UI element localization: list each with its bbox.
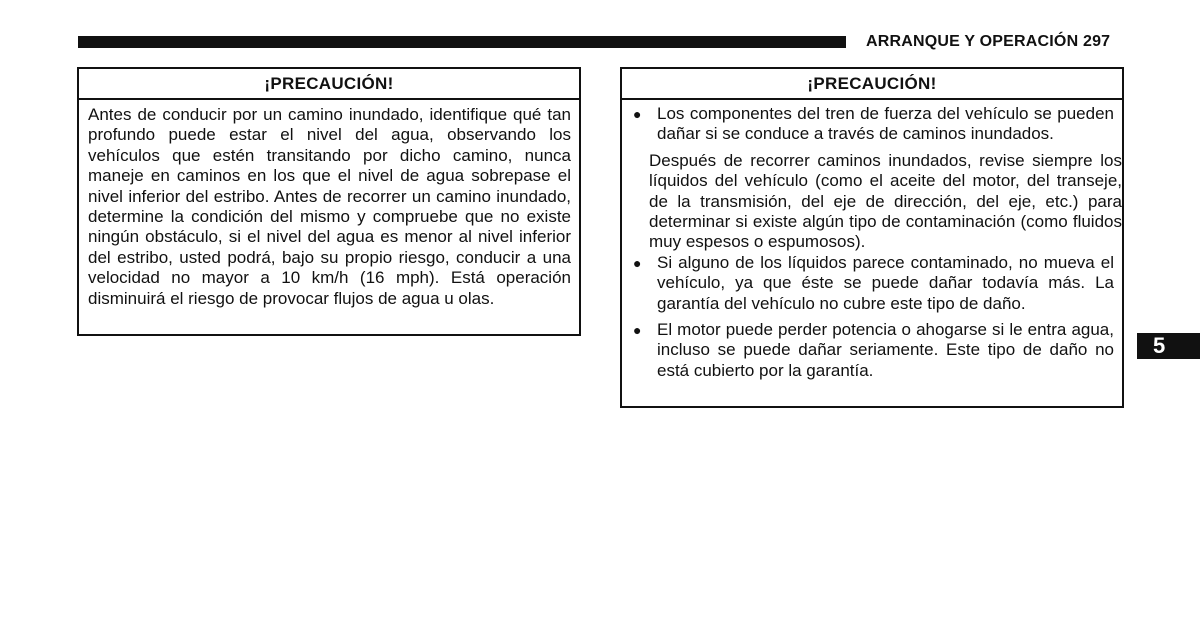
- bullet-item: [630, 253, 1114, 314]
- bullet-text: Los componentes del tren de fuerza del vehículo se pueden dañar si se conduce a través de caminos inundados.: [657, 104, 1114, 144]
- caution-bullet-list: [622, 253, 1122, 381]
- caution-box-right: [620, 67, 1124, 408]
- bullet-text: El motor puede perder potencia o ahogarse si le entra agua, incluso se puede dañar seriamente. Este tipo de daño no está cubierto por la garantía.: [657, 320, 1114, 380]
- sub-paragraph: Después de recorrer caminos inundados, revise siempre los líquidos del vehículo (como el aceite del motor, del transeje, de la transmisión, del eje de dirección, del eje, etc.) para determinar si existe algún tipo de contaminación (como fluidos muy espesos o espumosos).: [649, 150, 1122, 252]
- header-rule: [78, 36, 846, 48]
- page-number: 297: [1082, 33, 1111, 50]
- section-title: ARRANQUE Y OPERACIÓN: [866, 33, 1079, 50]
- bullet-text: Si alguno de los líquidos parece contaminado, no mueva el vehículo, ya que éste se puede dañar todavía más. La garantía del vehículo no cubre este tipo de daño.: [657, 252, 1114, 313]
- caution-bullet-list: [622, 100, 1122, 145]
- caution-title: ¡PRECAUCIÓN!: [622, 69, 1122, 100]
- running-header: [866, 33, 1110, 51]
- bullet-item: [630, 320, 1114, 381]
- bullet-icon: ●: [633, 254, 642, 271]
- bullet-icon: ●: [633, 106, 642, 122]
- bullet-item: [630, 104, 1114, 145]
- caution-box-left: [77, 67, 581, 336]
- caution-title: ¡PRECAUCIÓN!: [79, 69, 579, 100]
- caution-text: Antes de conducir por un camino inundado, identifique qué tan profundo puede estar el nivel del agua, observando los vehículos que estén transitando por dicho camino, nunca maneje en caminos en los que el nivel de agua sobrepase el nivel inferior del estribo. Antes de recorrer un camino inundado, determine la condición del mismo y compruebe que no existe ningún obstáculo, si el nivel del agua es menor al nivel inferior del estribo, usted podrá, bajo su propio riesgo, conducir a una velocidad no mayor a 10 km/h (16 mph). Está operación disminuirá el riesgo de provocar flujos de agua u olas.: [88, 105, 571, 308]
- bullet-icon: ●: [633, 322, 642, 339]
- chapter-tab: 5: [1137, 333, 1200, 359]
